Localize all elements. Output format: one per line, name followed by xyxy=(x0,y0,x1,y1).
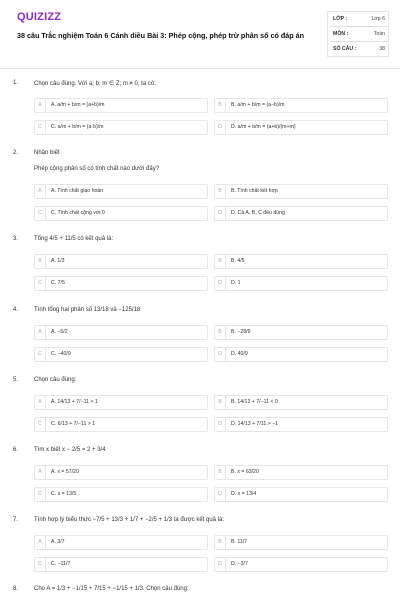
option-text: C. −40/9 xyxy=(51,351,71,357)
quizizz-logo: QUIZIZZ xyxy=(17,11,62,23)
meta-value-grade: Lớp 6 xyxy=(371,16,385,22)
question-number: 3. xyxy=(13,236,19,242)
question-number: 4. xyxy=(13,307,19,313)
question-text: Tìm x biết x − 2/5 = 2 + 3/4 xyxy=(34,447,106,453)
question-number: 2. xyxy=(13,150,19,156)
option-letter: B xyxy=(215,185,226,198)
option-text: B. a/m + b/m = (a−b)/m xyxy=(231,102,285,108)
option-letter: B xyxy=(215,536,226,549)
meta-row-grade xyxy=(330,12,388,27)
option-c[interactable] xyxy=(34,120,208,135)
question-number: 5. xyxy=(13,377,19,383)
question-number: 8. xyxy=(13,586,19,592)
option-letter: C xyxy=(35,121,46,134)
meta-value-count: 38 xyxy=(379,46,385,52)
meta-label-count: SỐ CÂU : xyxy=(333,46,357,52)
option-text: D. −3/7 xyxy=(231,561,248,567)
option-d[interactable] xyxy=(214,487,388,502)
option-text: A. 14/13 + 7/−11 > 1 xyxy=(51,399,98,405)
option-a[interactable] xyxy=(34,98,208,113)
option-letter: D xyxy=(215,558,226,571)
option-text: C. 7/5 xyxy=(51,280,65,286)
option-letter: B xyxy=(215,255,226,268)
option-b[interactable] xyxy=(214,254,388,269)
option-text: A. −5/2 xyxy=(51,329,68,335)
option-letter: D xyxy=(215,121,226,134)
option-letter: A xyxy=(35,185,46,198)
option-letter: B xyxy=(215,396,226,409)
option-letter: C xyxy=(35,488,46,501)
question-text: Chọn câu đúng. Với a; b; m ∈ Z; m ≠ 0, ta có: xyxy=(34,81,156,87)
option-letter: C xyxy=(35,418,46,431)
option-b[interactable] xyxy=(214,98,388,113)
option-text: C. a/m + b/m = (a·b)/m xyxy=(51,124,104,130)
option-text: C. 6/13 + 7/−11 > 1 xyxy=(51,421,96,427)
option-a[interactable] xyxy=(34,535,208,550)
meta-label-subject: MÔN : xyxy=(333,31,349,37)
option-letter: D xyxy=(215,348,226,361)
option-text: D. 40/9 xyxy=(231,351,248,357)
option-a[interactable] xyxy=(34,254,208,269)
option-letter: A xyxy=(35,536,46,549)
option-text: B. 11/7 xyxy=(231,539,248,545)
option-letter: C xyxy=(35,348,46,361)
option-text: B. −28/9 xyxy=(231,329,251,335)
header-divider xyxy=(0,68,400,69)
option-text: D. 14/13 + 7/11 > −1 xyxy=(231,421,279,427)
option-text: B. x = 63/20 xyxy=(231,469,259,475)
meta-row-count xyxy=(330,42,388,57)
question-number: 7. xyxy=(13,517,19,523)
option-b[interactable] xyxy=(214,325,388,340)
question-subtext: Phép cộng phân số có tính chất nào dưới đây? xyxy=(34,166,160,172)
option-a[interactable] xyxy=(34,184,208,199)
option-text: A. 1/3 xyxy=(51,258,65,264)
option-text: A. a/m + b/m = (a+b)/m xyxy=(51,102,105,108)
option-d[interactable] xyxy=(214,557,388,572)
option-letter: C xyxy=(35,207,46,220)
option-text: B. Tính chất kết hợp xyxy=(231,188,278,194)
option-text: C. x = 13/5 xyxy=(51,491,77,497)
option-letter: D xyxy=(215,418,226,431)
option-a[interactable] xyxy=(34,395,208,410)
option-letter: A xyxy=(35,396,46,409)
option-letter: A xyxy=(35,326,46,339)
option-text: B. 14/13 + 7/−11 < 0 xyxy=(231,399,278,405)
question-text: Chọn câu đúng: xyxy=(34,377,77,383)
option-letter: A xyxy=(35,466,46,479)
option-text: D. x = 13/4 xyxy=(231,491,257,497)
option-c[interactable] xyxy=(34,487,208,502)
option-text: A. x = 57/20 xyxy=(51,469,79,475)
option-b[interactable] xyxy=(214,535,388,550)
option-d[interactable] xyxy=(214,206,388,221)
option-letter: D xyxy=(215,207,226,220)
option-text: D. 1 xyxy=(231,280,241,286)
meta-row-subject xyxy=(330,27,388,42)
meta-table xyxy=(330,12,388,57)
option-c[interactable] xyxy=(34,347,208,362)
option-d[interactable] xyxy=(214,120,388,135)
option-letter: D xyxy=(215,277,226,290)
option-letter: B xyxy=(215,99,226,112)
option-d[interactable] xyxy=(214,417,388,432)
option-c[interactable] xyxy=(34,276,208,291)
option-c[interactable] xyxy=(34,417,208,432)
option-d[interactable] xyxy=(214,276,388,291)
option-c[interactable] xyxy=(34,206,208,221)
option-letter: D xyxy=(215,488,226,501)
question-text: Tổng 4/5 + 11/5 có kết quả là: xyxy=(34,236,114,242)
option-text: B. 4/5 xyxy=(231,258,245,264)
option-text: D. a/m + b/m = (a+b)/(m+m) xyxy=(231,124,296,130)
question-text: Tính hợp lý biểu thức −7/5 + 13/3 + 1/7 + −2/5 + 1/3 ta được kết quả là: xyxy=(34,517,225,523)
option-letter: A xyxy=(35,255,46,268)
meta-label-grade: LỚP : xyxy=(333,16,348,22)
option-b[interactable] xyxy=(214,395,388,410)
option-a[interactable] xyxy=(34,325,208,340)
option-letter: C xyxy=(35,558,46,571)
question-number: 6. xyxy=(13,447,19,453)
option-text: C. Tính chất cộng với 0 xyxy=(51,210,105,216)
option-text: D. Cả A, B, C đều đúng xyxy=(231,210,285,216)
option-letter: B xyxy=(215,326,226,339)
meta-value-subject: Toán xyxy=(373,31,385,37)
question-text: Nhận biết xyxy=(34,150,60,156)
document-title: 38 câu Trắc nghiệm Toán 6 Cánh diều Bài 3: Phép cộng, phép trừ phân số có đáp án xyxy=(17,31,305,40)
option-letter: C xyxy=(35,277,46,290)
option-letter: A xyxy=(35,99,46,112)
option-a[interactable] xyxy=(34,465,208,480)
option-b[interactable] xyxy=(214,184,388,199)
option-d[interactable] xyxy=(214,347,388,362)
question-text: Tính tổng hai phân số 13/18 và −125/18 xyxy=(34,307,141,313)
option-c[interactable] xyxy=(34,557,208,572)
document-header xyxy=(0,0,400,70)
option-text: A. Tính chất giao hoán xyxy=(51,188,104,194)
option-text: C. −11/7 xyxy=(51,561,71,567)
option-letter: B xyxy=(215,466,226,479)
question-text: Cho A = 1/3 + −1/15 + 7/15 + −1/15 + 1/3. Chọn câu đúng: xyxy=(34,586,189,592)
question-number: 1. xyxy=(13,80,19,86)
option-b[interactable] xyxy=(214,465,388,480)
option-text: A. 3/7 xyxy=(51,539,65,545)
